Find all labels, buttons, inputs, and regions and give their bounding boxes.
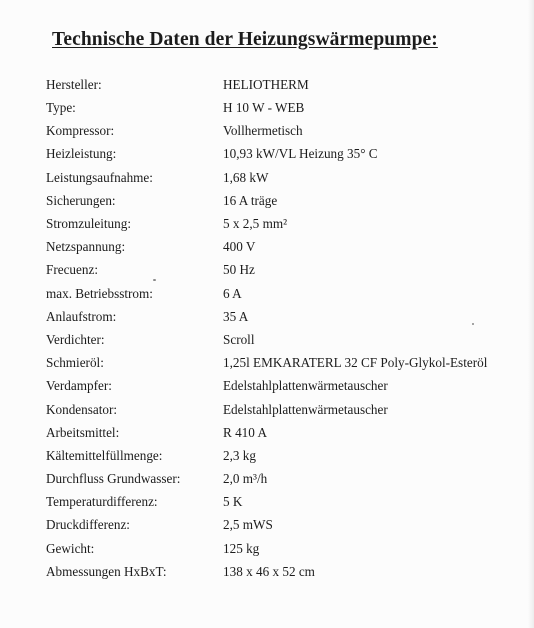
- spec-label: Kältemittelfüllmenge:: [46, 448, 163, 463]
- spec-label: Kompressor:: [46, 123, 115, 138]
- spec-value: 1,25l EMKARATERL 32 CF Poly-Glykol-Esteröl: [223, 355, 488, 370]
- scan-speck: [153, 279, 156, 281]
- spec-value: Edelstahlplattenwärmetauscher: [223, 402, 388, 417]
- spec-label: Temperaturdifferenz:: [46, 494, 158, 509]
- document-title: Technische Daten der Heizungswärmepumpe:: [52, 29, 438, 50]
- spec-value: 50 Hz: [223, 262, 255, 277]
- spec-label: Leistungsaufnahme:: [46, 170, 153, 185]
- spec-label: Frecuenz:: [46, 262, 98, 277]
- spec-label: Arbeitsmittel:: [46, 425, 120, 440]
- spec-value: 1,68 kW: [223, 170, 269, 185]
- spec-value: 400 V: [223, 239, 256, 254]
- spec-value: Edelstahlplattenwärmetauscher: [223, 378, 388, 393]
- spec-label: Abmessungen HxBxT:: [46, 564, 167, 579]
- spec-label: Kondensator:: [46, 402, 118, 417]
- spec-value: HELIOTHERM: [223, 77, 309, 92]
- spec-value: Scroll: [223, 332, 255, 347]
- page-edge-shadow: [528, 0, 534, 628]
- spec-value: Vollhermetisch: [223, 123, 303, 138]
- spec-label: Verdampfer:: [46, 378, 112, 393]
- spec-label: Heizleistung:: [46, 146, 117, 161]
- spec-value: 138 x 46 x 52 cm: [223, 564, 315, 579]
- spec-value: 5 K: [223, 494, 243, 509]
- spec-value: 10,93 kW/VL Heizung 35° C: [223, 146, 378, 161]
- spec-value: 5 x 2,5 mm²: [223, 216, 288, 231]
- spec-value: 125 kg: [223, 541, 260, 556]
- spec-value: 2,0 m³/h: [223, 471, 268, 486]
- scan-speck: [472, 323, 474, 325]
- spec-value: H 10 W - WEB: [223, 100, 305, 115]
- spec-label: Anlaufstrom:: [46, 309, 117, 324]
- spec-value: 16 A träge: [223, 193, 278, 208]
- spec-label: Netzspannung:: [46, 239, 126, 254]
- spec-value: 2,5 mWS: [223, 517, 273, 532]
- spec-value: R 410 A: [223, 425, 267, 440]
- spec-value: 6 A: [223, 286, 242, 301]
- spec-label: Sicherungen:: [46, 193, 116, 208]
- spec-label: Verdichter:: [46, 332, 105, 347]
- spec-label: Gewicht:: [46, 541, 95, 556]
- spec-label: Hersteller:: [46, 77, 102, 92]
- spec-label: Durchfluss Grundwasser:: [46, 471, 181, 486]
- spec-label: Type:: [46, 100, 76, 115]
- spec-value: 2,3 kg: [223, 448, 256, 463]
- spec-label: Druckdifferenz:: [46, 517, 130, 532]
- spec-value: 35 A: [223, 309, 249, 324]
- spec-label: Stromzuleitung:: [46, 216, 131, 231]
- spec-label: Schmieröl:: [46, 355, 104, 370]
- spec-label: max. Betriebsstrom:: [46, 286, 153, 301]
